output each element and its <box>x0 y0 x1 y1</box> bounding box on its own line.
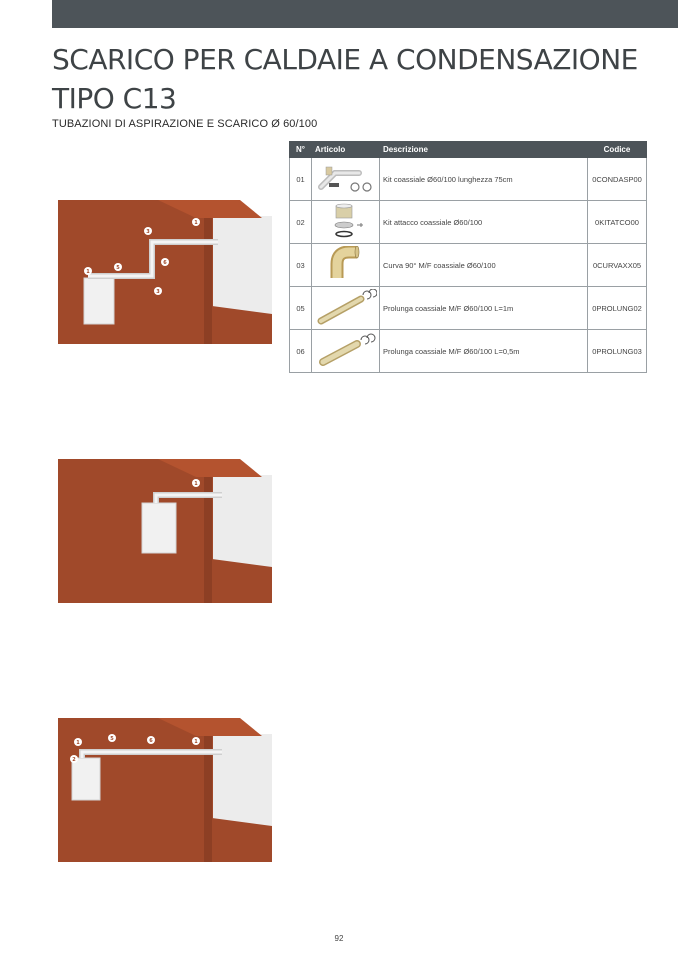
row-code: 0CONDASP00 <box>588 158 647 201</box>
row-number: 01 <box>290 158 312 201</box>
article-image <box>312 287 380 330</box>
marker-label: 5 <box>110 736 114 742</box>
installation-diagram-1 <box>58 196 272 344</box>
title-line-1: SCARICO PER CALDAIE A CONDENSAZIONE <box>52 43 638 76</box>
table-row <box>290 287 647 330</box>
marker-label: 2 <box>72 757 76 763</box>
coaxial-kit-icon <box>315 161 377 195</box>
article-image <box>312 201 380 244</box>
row-code: 0PROLUNG02 <box>588 287 647 330</box>
row-code: 0KITATCO00 <box>588 201 647 244</box>
header-article: Articolo <box>312 142 380 158</box>
row-description: Prolunga coassiale M/F Ø60/100 L=0,5m <box>380 330 588 373</box>
elbow-90-icon <box>315 246 377 282</box>
header-bar <box>52 0 678 28</box>
header-code: Codice <box>588 142 647 158</box>
article-image <box>312 244 380 287</box>
header-description: Descrizione <box>380 142 588 158</box>
row-description: Curva 90° M/F coassiale Ø60/100 <box>380 244 588 287</box>
row-description: Kit coassiale Ø60/100 lunghezza 75cm <box>380 158 588 201</box>
page-number: 92 <box>334 934 344 943</box>
page-subtitle: TUBAZIONI DI ASPIRAZIONE E SCARICO Ø 60/100 <box>52 118 318 130</box>
marker-label: 1 <box>194 220 198 226</box>
marker-label: 1 <box>194 481 198 487</box>
table-row <box>290 244 647 287</box>
row-description: Prolunga coassiale M/F Ø60/100 L=1m <box>380 287 588 330</box>
row-code: 0PROLUNG03 <box>588 330 647 373</box>
marker-label: 3 <box>156 289 160 295</box>
installation-diagram-3 <box>58 714 272 862</box>
row-number: 05 <box>290 287 312 330</box>
table-row <box>290 201 647 244</box>
article-image <box>312 330 380 373</box>
table-row <box>290 158 647 201</box>
parts-table <box>289 141 647 373</box>
marker-label: 1 <box>194 739 198 745</box>
marker-label: 6 <box>149 738 153 744</box>
marker-label: 6 <box>163 260 167 266</box>
row-code: 0CURVAXX05 <box>588 244 647 287</box>
marker-label: 1 <box>76 740 80 746</box>
header-number: N° <box>290 142 312 158</box>
row-number: 03 <box>290 244 312 287</box>
row-number: 02 <box>290 201 312 244</box>
table-row <box>290 330 647 373</box>
marker-label: 1 <box>86 269 90 275</box>
page-title <box>52 40 662 118</box>
table-header-row <box>290 142 647 158</box>
row-description: Kit attacco coassiale Ø60/100 <box>380 201 588 244</box>
coaxial-adapter-icon <box>315 203 377 239</box>
title-line-2: TIPO C13 <box>52 82 177 115</box>
row-number: 06 <box>290 330 312 373</box>
installation-diagram-2 <box>58 455 272 603</box>
extension-pipe-icon <box>315 289 377 325</box>
extension-pipe-short-icon <box>315 332 377 368</box>
marker-label: 5 <box>116 265 120 271</box>
marker-label: 3 <box>146 229 150 235</box>
article-image <box>312 158 380 201</box>
